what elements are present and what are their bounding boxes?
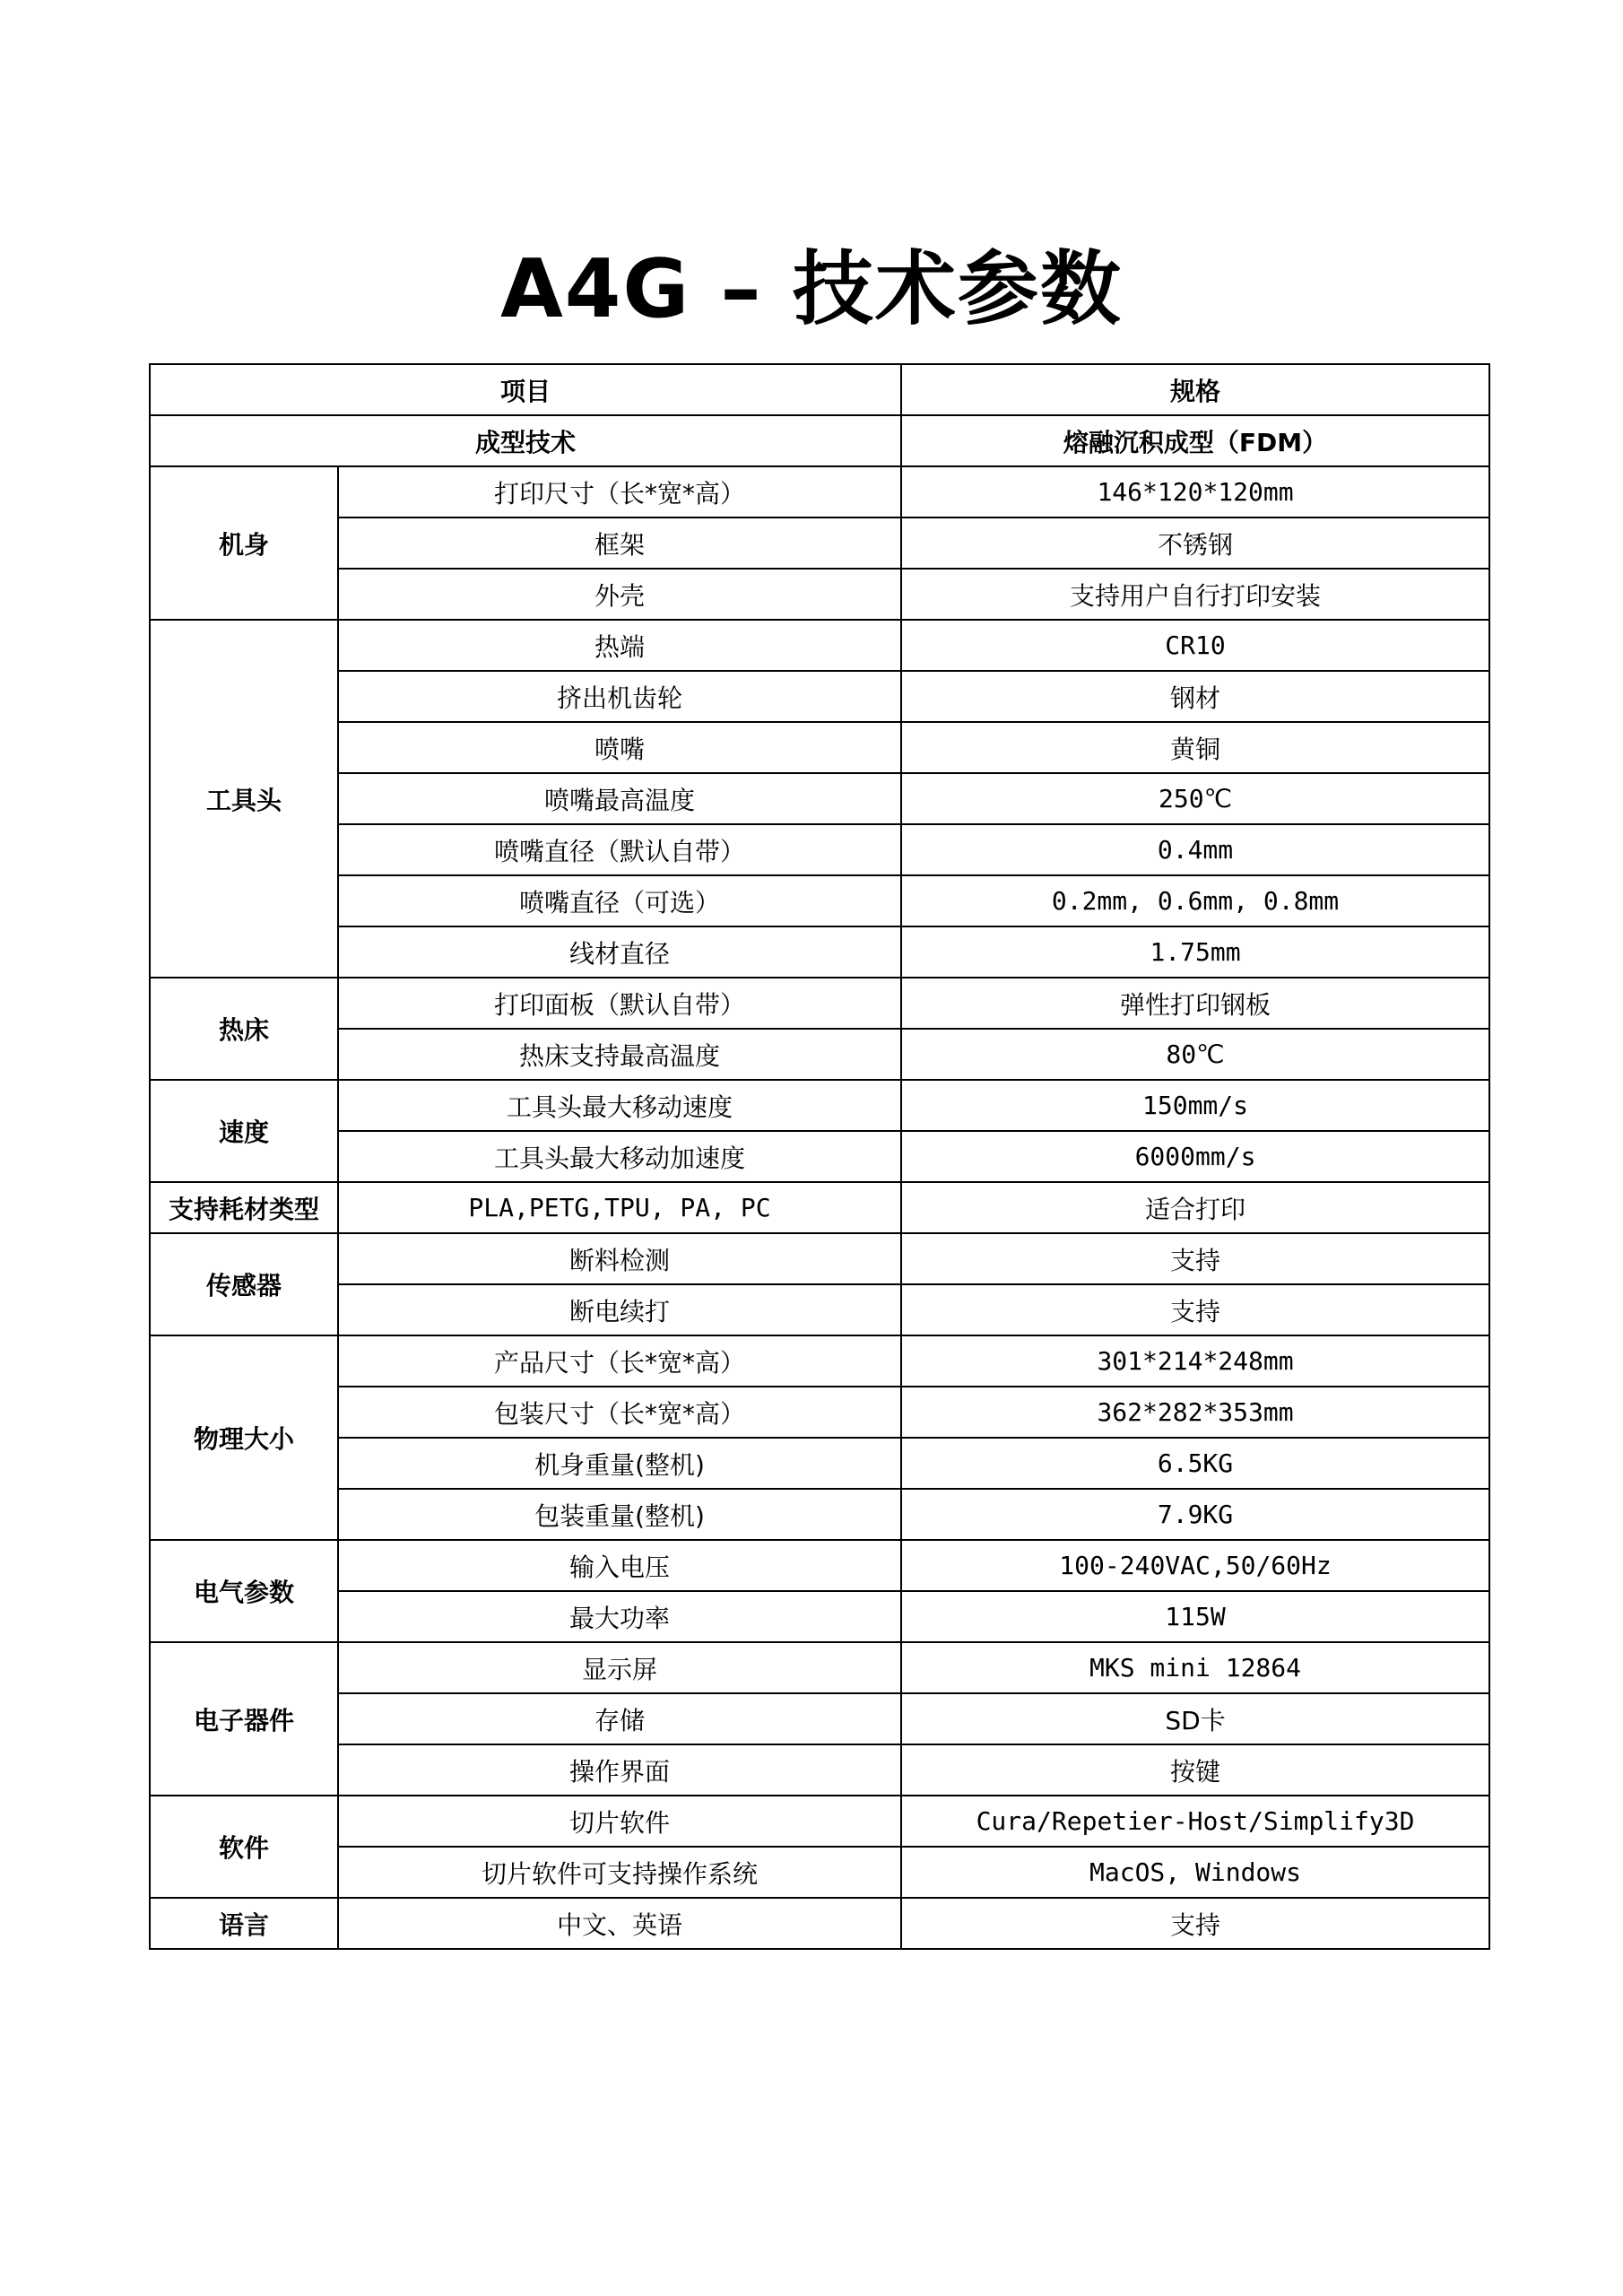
item-cell: 打印尺寸（长*宽*高） xyxy=(338,466,901,517)
spec-cell: 支持 xyxy=(901,1233,1489,1284)
table-row xyxy=(150,1796,1489,1847)
spec-cell: 301*214*248mm xyxy=(901,1335,1489,1387)
item-cell: 显示屏 xyxy=(338,1642,901,1693)
spec-cell: 115W xyxy=(901,1591,1489,1642)
table-row xyxy=(150,1438,1489,1489)
table-header-row xyxy=(150,364,1489,415)
spec-cell: MacOS, Windows xyxy=(901,1847,1489,1898)
item-cell: 框架 xyxy=(338,517,901,569)
table-row xyxy=(150,1540,1489,1591)
item-cell: 存储 xyxy=(338,1693,901,1744)
header-item-cell: 项目 xyxy=(150,364,901,415)
table-row xyxy=(150,1489,1489,1540)
item-cell: 挤出机齿轮 xyxy=(338,671,901,722)
spec-cell: 按键 xyxy=(901,1744,1489,1796)
table-row xyxy=(150,1642,1489,1693)
table-row xyxy=(150,875,1489,926)
item-cell: 包装重量(整机) xyxy=(338,1489,901,1540)
category-software: 软件 xyxy=(150,1796,338,1898)
item-cell: 热端 xyxy=(338,620,901,671)
table-row xyxy=(150,1131,1489,1182)
table-row xyxy=(150,466,1489,517)
spec-cell: 146*120*120mm xyxy=(901,466,1489,517)
item-cell: 打印面板（默认自带） xyxy=(338,978,901,1029)
table-row xyxy=(150,824,1489,875)
item-cell: 机身重量(整机) xyxy=(338,1438,901,1489)
category-electronics: 电子器件 xyxy=(150,1642,338,1796)
item-cell: 中文、英语 xyxy=(338,1898,901,1949)
table-row xyxy=(150,1898,1489,1949)
item-cell: 工具头最大移动加速度 xyxy=(338,1131,901,1182)
item-cell: 热床支持最高温度 xyxy=(338,1029,901,1080)
spec-cell: Cura/Repetier-Host/Simplify3D xyxy=(901,1796,1489,1847)
spec-cell: 黄铜 xyxy=(901,722,1489,773)
table-row xyxy=(150,926,1489,978)
header-spec-cell: 规格 xyxy=(901,364,1489,415)
item-cell: 产品尺寸（长*宽*高） xyxy=(338,1335,901,1387)
item-cell: 工具头最大移动速度 xyxy=(338,1080,901,1131)
item-cell: 外壳 xyxy=(338,569,901,620)
item-cell: 切片软件可支持操作系统 xyxy=(338,1847,901,1898)
table-row xyxy=(150,1233,1489,1284)
item-cell: 最大功率 xyxy=(338,1591,901,1642)
category-body: 机身 xyxy=(150,466,338,620)
spec-cell: 7.9KG xyxy=(901,1489,1489,1540)
spec-cell: 362*282*353mm xyxy=(901,1387,1489,1438)
spec-cell: 100-240VAC,50/60Hz xyxy=(901,1540,1489,1591)
table-row xyxy=(150,722,1489,773)
table-row xyxy=(150,1847,1489,1898)
molding-value: 熔融沉积成型（FDM） xyxy=(901,415,1489,466)
table-row xyxy=(150,1591,1489,1642)
item-cell: PLA,PETG,TPU, PA, PC xyxy=(338,1182,901,1233)
category-electrical: 电气参数 xyxy=(150,1540,338,1642)
item-cell: 断电续打 xyxy=(338,1284,901,1335)
table-row xyxy=(150,1387,1489,1438)
category-toolhead: 工具头 xyxy=(150,620,338,978)
table-row xyxy=(150,620,1489,671)
table-row xyxy=(150,671,1489,722)
table-row xyxy=(150,1284,1489,1335)
table-row xyxy=(150,773,1489,824)
table-row xyxy=(150,569,1489,620)
spec-cell: 6.5KG xyxy=(901,1438,1489,1489)
spec-cell: 不锈钢 xyxy=(901,517,1489,569)
item-cell: 包装尺寸（长*宽*高） xyxy=(338,1387,901,1438)
spec-cell: 250℃ xyxy=(901,773,1489,824)
table-row xyxy=(150,1335,1489,1387)
spec-cell: 1.75mm xyxy=(901,926,1489,978)
spec-cell: 支持 xyxy=(901,1284,1489,1335)
table-row xyxy=(150,1744,1489,1796)
table-row xyxy=(150,978,1489,1029)
item-cell: 输入电压 xyxy=(338,1540,901,1591)
table-row xyxy=(150,1029,1489,1080)
item-cell: 断料检测 xyxy=(338,1233,901,1284)
page-title: A4G – 技术参数 xyxy=(500,242,1123,336)
category-language: 语言 xyxy=(150,1898,338,1949)
spec-cell: 0.4mm xyxy=(901,824,1489,875)
molding-row xyxy=(150,415,1489,466)
table-row xyxy=(150,517,1489,569)
table-row xyxy=(150,1182,1489,1233)
category-hotbed: 热床 xyxy=(150,978,338,1080)
spec-cell: 支持用户自行打印安装 xyxy=(901,569,1489,620)
item-cell: 喷嘴直径（可选） xyxy=(338,875,901,926)
category-physical: 物理大小 xyxy=(150,1335,338,1540)
spec-cell: MKS mini 12864 xyxy=(901,1642,1489,1693)
spec-cell: 0.2mm, 0.6mm, 0.8mm xyxy=(901,875,1489,926)
spec-cell: 6000mm/s xyxy=(901,1131,1489,1182)
category-materials: 支持耗材类型 xyxy=(150,1182,338,1233)
spec-cell: 钢材 xyxy=(901,671,1489,722)
category-sensors: 传感器 xyxy=(150,1233,338,1335)
molding-label: 成型技术 xyxy=(150,415,901,466)
spec-cell: 适合打印 xyxy=(901,1182,1489,1233)
spec-cell: CR10 xyxy=(901,620,1489,671)
spec-cell: 弹性打印钢板 xyxy=(901,978,1489,1029)
category-speed: 速度 xyxy=(150,1080,338,1182)
item-cell: 线材直径 xyxy=(338,926,901,978)
item-cell: 喷嘴 xyxy=(338,722,901,773)
item-cell: 切片软件 xyxy=(338,1796,901,1847)
item-cell: 喷嘴直径（默认自带） xyxy=(338,824,901,875)
spec-cell: 150mm/s xyxy=(901,1080,1489,1131)
spec-cell: 80℃ xyxy=(901,1029,1489,1080)
spec-cell: 支持 xyxy=(901,1898,1489,1949)
table-row xyxy=(150,1693,1489,1744)
spec-cell: SD卡 xyxy=(901,1693,1489,1744)
spec-table xyxy=(149,363,1490,1950)
table-row xyxy=(150,1080,1489,1131)
item-cell: 喷嘴最高温度 xyxy=(338,773,901,824)
item-cell: 操作界面 xyxy=(338,1744,901,1796)
